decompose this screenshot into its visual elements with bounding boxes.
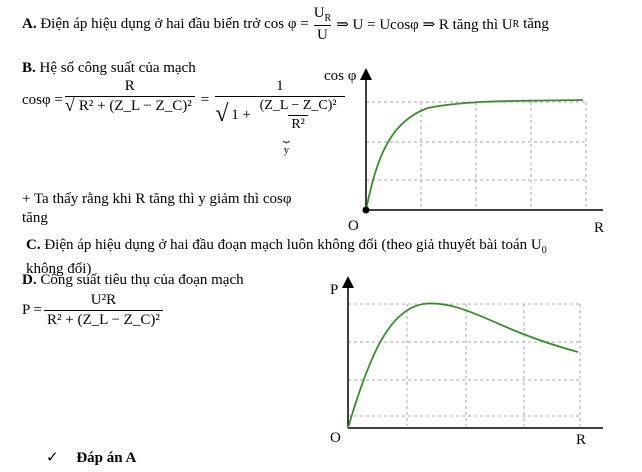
power-curve xyxy=(348,303,578,428)
ur-sub: R xyxy=(512,18,520,30)
note-b: + Ta thấy rằng khi R tăng thì y giảm thì cosφ tăng xyxy=(22,191,292,226)
section-d-heading: D. Công suất tiêu thụ của đoạn mạch xyxy=(22,272,244,288)
y-label: y xyxy=(283,144,290,156)
check-icon: ✓ xyxy=(46,450,59,466)
section-a-text: Điện áp hiệu dụng ở hai đầu biến trở xyxy=(40,15,261,32)
label-a: A. xyxy=(22,15,37,32)
ur-over-u-fraction: $\frac{U_R}{U}$ xyxy=(313,4,332,43)
implication: ⇒ U = Ucosφ ⇒ R tăng thì U xyxy=(336,16,513,33)
section-a xyxy=(22,6,549,42)
origin-dot xyxy=(363,207,370,214)
power-formula: P = $\frac{\text{U²R}}{\text{R² + (Z\_L − Z\_C)²}}$ xyxy=(22,292,165,329)
chart1-origin: O xyxy=(348,218,359,234)
cos-phi-formula: cosφ = R √ R² + (Z_L − Z_C)² = 1 √ 1 + $\frac{\text{(Z\_L − Z\_C)²}}{\text{R²}}$ ⏟ y xyxy=(22,78,347,160)
tail: tăng xyxy=(523,15,549,32)
cos-phi-curve xyxy=(366,100,583,210)
chart1-xlabel: R xyxy=(594,220,605,236)
section-c: C. Điện áp hiệu dụng ở hai đầu đoạn mạch luôn không đổi (theo giả thuyết bài toán $U_0$ không đổi) xyxy=(26,237,547,277)
cos-phi: cos φ = xyxy=(264,15,309,32)
chart2-xlabel: R xyxy=(576,432,587,448)
chart2-origin: O xyxy=(330,430,341,446)
chart2-ylabel: P xyxy=(330,282,339,298)
answer: ✓ Đáp án A xyxy=(46,450,137,466)
cos-phi-chart xyxy=(318,62,618,237)
power-chart xyxy=(318,270,618,450)
section-b-heading: B. Hệ số công suất của mạch xyxy=(22,60,196,76)
chart1-ylabel: cos φ xyxy=(324,68,357,84)
